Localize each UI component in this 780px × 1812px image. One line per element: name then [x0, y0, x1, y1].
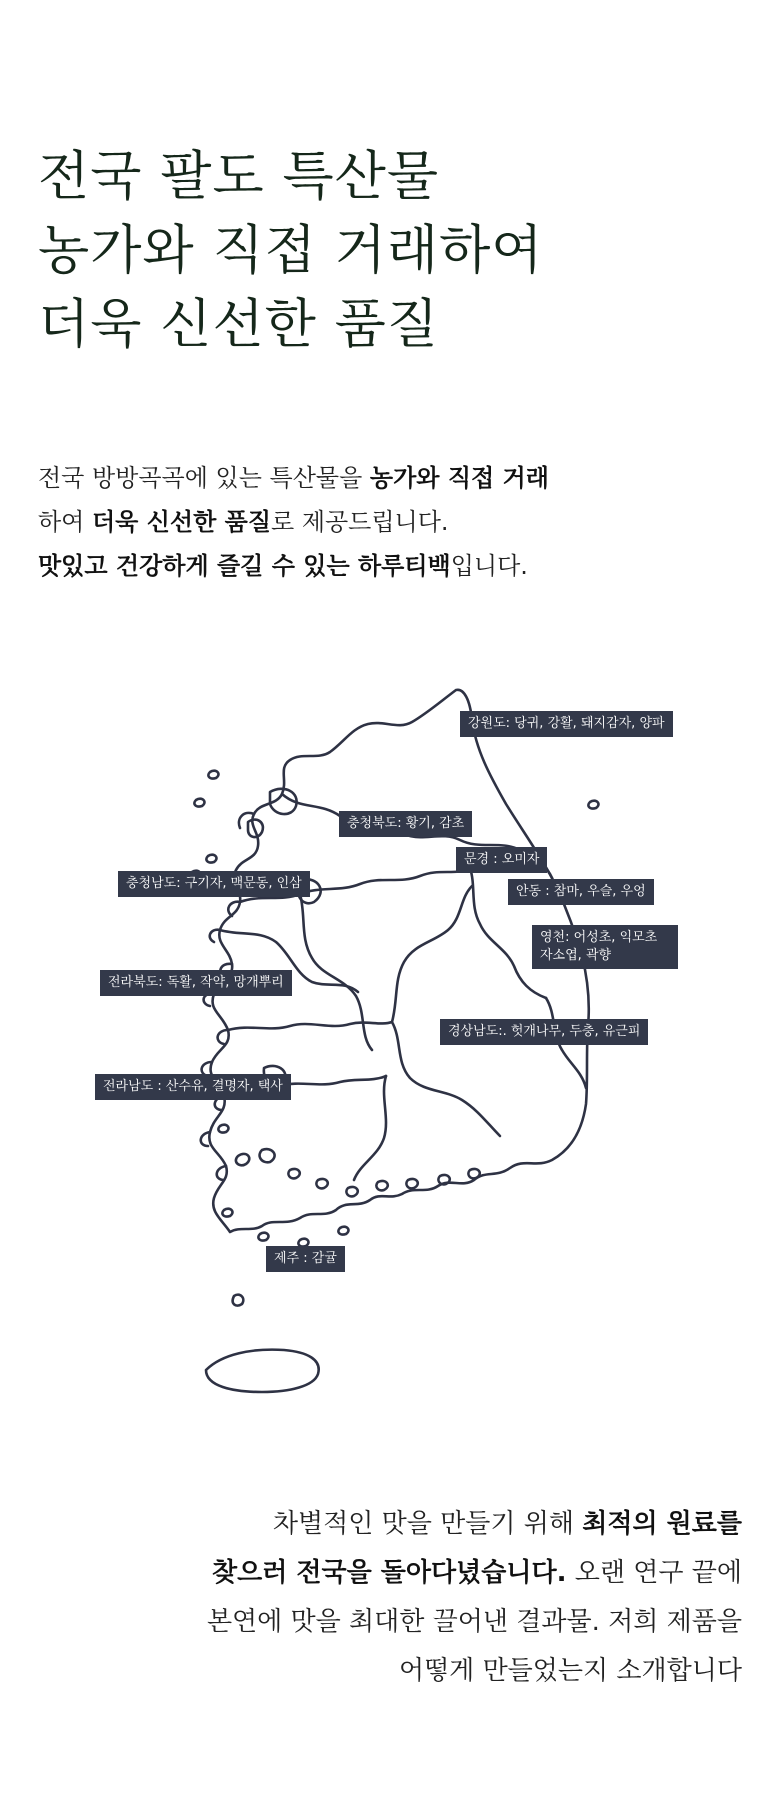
closing-emphasis: 찾으러 전국을 돌아다녔습니다.: [212, 1558, 567, 1588]
region-label-yeongcheon-line-1: 영천: 어성초, 익모초: [540, 930, 658, 945]
region-label-chungbuk: 충청북도: 황기, 감초: [339, 811, 472, 837]
region-label-gangwon: 강원도: 당귀, 강활, 돼지감자, 양파: [460, 711, 673, 737]
korea-map-outline: [0, 680, 780, 1440]
region-label-jeonbuk: 전라북도: 독활, 작약, 망개뿌리: [100, 970, 292, 996]
intro-line-3: [38, 544, 758, 588]
intro-text: 하여: [38, 508, 92, 536]
intro-text: 전국 방방곡곡에 있는 특산물을: [38, 464, 370, 492]
region-label-yeongcheon: [532, 925, 678, 969]
region-label-andong: 안동 : 참마, 우슬, 우엉: [508, 879, 654, 905]
region-label-jeonnam: 전라남도 : 산수유, 결명자, 택사: [95, 1074, 291, 1100]
region-label-yeongcheon-line-2: 자소엽, 곽향: [540, 948, 612, 963]
closing-emphasis: 최적의 원료를: [582, 1509, 742, 1539]
headline-line-1: 전국 팔도 특산물: [38, 146, 440, 207]
region-label-mungyeong: 문경 : 오미자: [456, 847, 547, 873]
closing-line-2: [22, 1549, 742, 1598]
headline: [38, 140, 758, 362]
intro-paragraph: [38, 456, 758, 588]
region-label-chungnam: 충청남도: 구기자, 맥문동, 인삼: [118, 871, 310, 897]
intro-emphasis: 맛있고 건강하게 즐길 수 있는 하루티백: [38, 552, 451, 580]
intro-emphasis: 농가와 직접 거래: [369, 464, 549, 492]
intro-text: 입니다.: [450, 552, 528, 580]
region-label-gyeongnam: 경상남도:. 헛개나무, 두충, 유근피: [440, 1019, 648, 1045]
intro-line-2: [38, 500, 758, 544]
intro-emphasis: 더욱 신선한 품질: [92, 508, 271, 536]
closing-paragraph: [22, 1500, 742, 1696]
closing-text: 오랜 연구 끝에: [566, 1558, 742, 1588]
closing-line-4: 어떻게 만들었는지 소개합니다: [398, 1656, 742, 1686]
headline-line-3: 더욱 신선한 품질: [38, 294, 440, 355]
korea-map: [0, 680, 780, 1440]
headline-line-2: 농가와 직접 거래하여: [38, 220, 544, 281]
closing-text: 차별적인 맛을 만들기 위해: [272, 1509, 583, 1539]
intro-line-1: [38, 456, 758, 500]
intro-text: 로 제공드립니다.: [271, 508, 449, 536]
closing-line-1: [22, 1500, 742, 1549]
region-label-jeju: 제주 : 감귤: [266, 1246, 345, 1272]
closing-line-3: 본연에 맛을 최대한 끌어낸 결과물. 저희 제품을: [206, 1607, 742, 1637]
